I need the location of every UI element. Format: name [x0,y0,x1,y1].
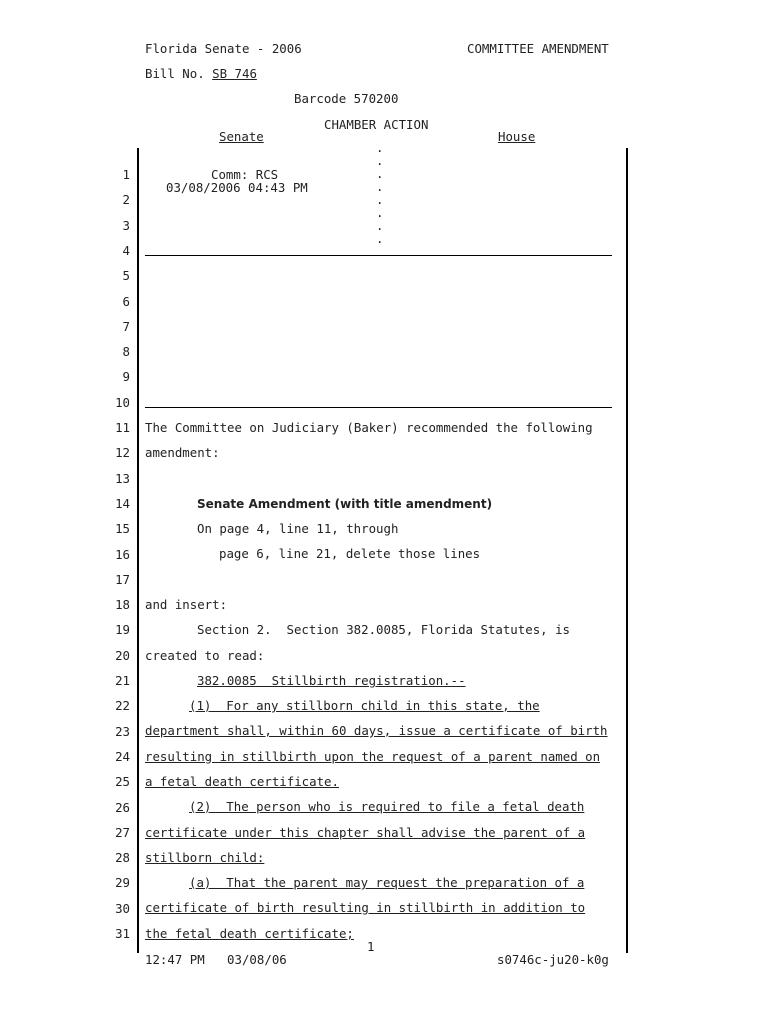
line-number: 24 [115,749,130,764]
left-margin-rule [137,148,139,953]
line-31: the fetal death certificate; [145,926,354,941]
senate-year-header: Florida Senate - 2006 [145,41,302,56]
line-27: certificate under this chapter shall advise the parent of a [145,825,586,840]
amendment-type-header: COMMITTEE AMENDMENT [467,41,609,56]
line-15: On page 4, line 11, through [197,521,399,536]
line-number: 29 [115,875,130,890]
line-25: a fetal death certificate. [145,774,339,789]
barcode: Barcode 570200 [294,91,399,106]
footer-document-code: s0746c-ju20-k0g [497,952,609,967]
line-24: resulting in stillbirth upon the request of a parent named on [145,749,601,764]
footer-time-date: 12:47 PM 03/08/06 [145,952,287,967]
line-number: 30 [115,901,130,916]
line-23: department shall, within 60 days, issue a certificate of birth [145,723,608,738]
line-number: 10 [115,395,130,410]
senate-label: Senate [219,129,264,144]
line-number: 14 [115,496,130,511]
bill-prefix: Bill No. [145,66,213,81]
line-number: 22 [115,698,130,713]
line-number: 25 [115,774,130,789]
line-18: and insert: [145,597,228,612]
line-number: 13 [115,471,130,486]
line-28: stillborn child: [145,850,265,865]
line-number: 12 [115,445,130,460]
line-number: 9 [122,369,130,384]
line-12: amendment: [145,445,220,460]
line-number: 1 [122,167,130,182]
page-number: 1 [367,939,375,954]
line-20: created to read: [145,648,265,663]
line-number: 4 [122,243,130,258]
line-number: 7 [122,319,130,334]
line-29: (a) That the parent may request the preparation of a [189,875,585,890]
blank-area-bottom-rule [145,407,612,408]
line-number: 2 [122,192,130,207]
chamber-action-title: CHAMBER ACTION [324,117,429,132]
committee-action: Comm: RCS [211,167,279,182]
line-number: 15 [115,521,130,536]
amendment-title: Senate Amendment (with title amendment) [197,497,493,511]
line-number: 23 [115,724,130,739]
line-number: 26 [115,800,130,815]
line-11: The Committee on Judiciary (Baker) recommended the following [145,420,593,435]
house-label: House [498,129,536,144]
line-number: 16 [115,547,130,562]
line-number: 6 [122,294,130,309]
line-number: 11 [115,420,130,435]
committee-action-date: 03/08/2006 04:43 PM [166,180,308,195]
bill-number-line [145,67,257,81]
line-number: 20 [115,648,130,663]
chamber-divider-dots: . . . . . . . . [376,140,384,246]
line-30: certificate of birth resulting in stillbirth in addition to [145,900,586,915]
chamber-action-bottom-rule [145,255,612,256]
line-number: 19 [115,622,130,637]
line-number: 3 [122,218,130,233]
line-number: 17 [115,572,130,587]
right-margin-rule [626,148,628,953]
line-21: 382.0085 Stillbirth registration.-- [197,673,466,688]
line-number: 5 [122,268,130,283]
line-number: 21 [115,673,130,688]
line-number: 8 [122,344,130,359]
line-19: Section 2. Section 382.0085, Florida Statutes, is [197,622,570,637]
line-26: (2) The person who is required to file a fetal death [189,799,585,814]
line-number: 28 [115,850,130,865]
line-22: (1) For any stillborn child in this state, the [189,698,540,713]
line-16: page 6, line 21, delete those lines [219,546,481,561]
line-number: 18 [115,597,130,612]
bill-number: SB 746 [212,66,257,81]
line-number: 27 [115,825,130,840]
line-number: 31 [115,926,130,941]
